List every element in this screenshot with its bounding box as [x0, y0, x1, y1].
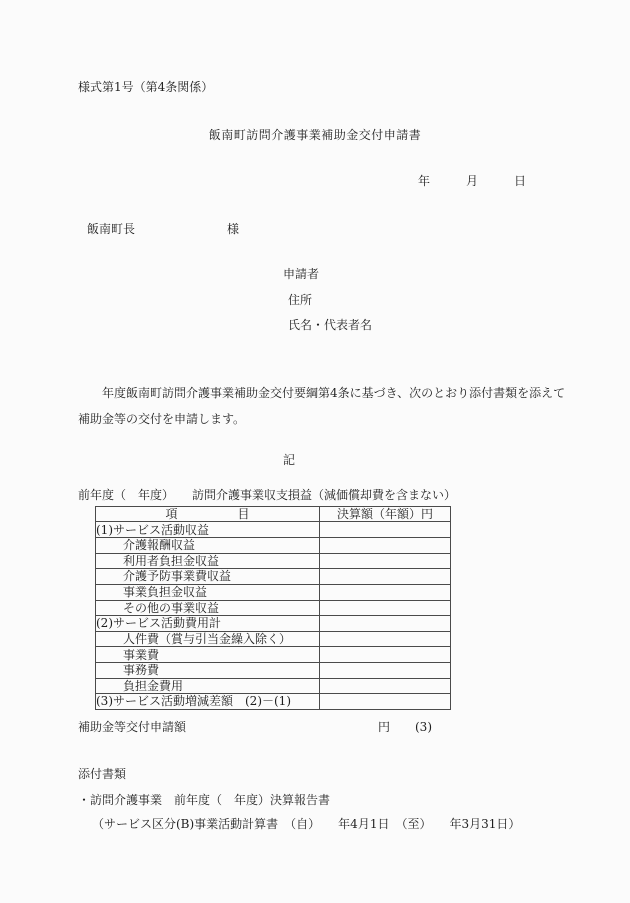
income-expense-table — [95, 506, 451, 710]
amount-cell — [320, 663, 451, 679]
attachment-item-2: （サービス区分(B)事業活動計算書 （自） 年4月1日 （至） 年3月31日） — [92, 817, 521, 831]
applicant-label: 申請者 — [283, 267, 320, 281]
table-row — [96, 584, 451, 600]
amount-cell — [320, 600, 451, 616]
attachment-item-1: ・訪問介護事業 前年度（ 年度）決算報告書 — [78, 793, 331, 807]
item-label: その他の事業収益 — [96, 600, 320, 616]
amount-cell — [320, 538, 451, 554]
item-column-header: 項 目 — [96, 507, 320, 522]
attachments-heading: 添付書類 — [78, 767, 127, 781]
addressee-name: 飯南町長 — [87, 222, 136, 236]
amount-cell — [320, 584, 451, 600]
table-row — [96, 569, 451, 585]
table-row — [96, 522, 451, 538]
applicant-name-label: 氏名・代表者名 — [288, 318, 373, 332]
body-paragraph-line2: 補助金等の交付を申請します。 — [78, 412, 246, 426]
item-label: 利用者負担金収益 — [96, 553, 320, 569]
amount-cell — [320, 647, 451, 663]
item-label: (3)サービス活動増減差額 (2)－(1) — [96, 694, 320, 710]
section-mark: 記 — [283, 453, 296, 467]
table-header-row — [96, 507, 451, 522]
addressee-honorific: 様 — [227, 222, 240, 236]
item-label: 負担金費用 — [96, 678, 320, 694]
amount-cell — [320, 694, 451, 710]
application-amount-ref: (3) — [415, 720, 432, 734]
table-row — [96, 694, 451, 710]
application-amount-label: 補助金等交付申請額 — [78, 720, 187, 734]
amount-cell — [320, 631, 451, 647]
amount-column-header: 決算額（年額）円 — [320, 507, 451, 522]
amount-cell — [320, 553, 451, 569]
table-row — [96, 600, 451, 616]
item-label: 事務費 — [96, 663, 320, 679]
item-label: 事業費 — [96, 647, 320, 663]
amount-cell — [320, 678, 451, 694]
table-caption: 前年度（ 年度） 訪問介護事業収支損益（減価償却費を含まない） — [78, 488, 457, 502]
form-number: 様式第1号（第4条関係） — [78, 80, 214, 94]
table-row — [96, 663, 451, 679]
table-row — [96, 631, 451, 647]
table-row — [96, 647, 451, 663]
item-label: 事業負担金収益 — [96, 584, 320, 600]
item-label: (2)サービス活動費用計 — [96, 616, 320, 632]
amount-cell — [320, 616, 451, 632]
table-row — [96, 616, 451, 632]
body-paragraph-line1: 年度飯南町訪問介護事業補助金交付要綱第4条に基づき、次のとおり添付書類を添えて — [78, 386, 566, 400]
item-label: (1)サービス活動収益 — [96, 522, 320, 538]
applicant-address-label: 住所 — [288, 293, 313, 307]
amount-cell — [320, 569, 451, 585]
table-row — [96, 538, 451, 554]
date-line: 年 月 日 — [418, 174, 527, 188]
table-row — [96, 678, 451, 694]
amount-cell — [320, 522, 451, 538]
table-row — [96, 553, 451, 569]
ledger-table-body — [96, 522, 451, 710]
item-label: 介護報酬収益 — [96, 538, 320, 554]
item-label: 人件費（賞与引当金繰入除く） — [96, 631, 320, 647]
item-label: 介護予防事業費収益 — [96, 569, 320, 585]
document-title: 飯南町訪問介護事業補助金交付申請書 — [208, 128, 422, 142]
application-amount-unit: 円 — [378, 720, 391, 734]
